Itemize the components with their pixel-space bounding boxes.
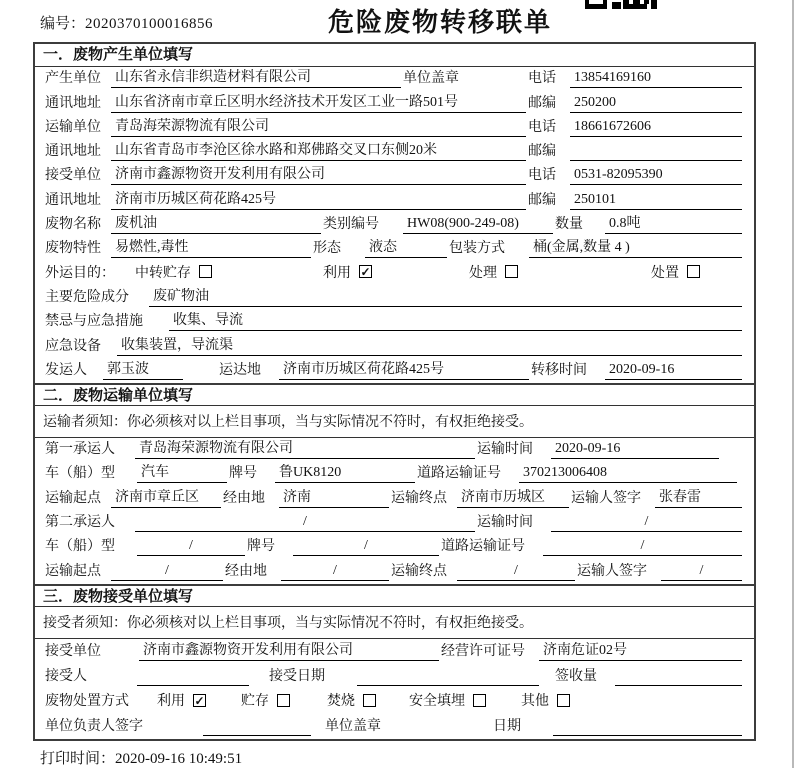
field-label: 经营许可证号 [441,643,525,659]
field-label: 运输终点 [391,490,447,506]
form-row [35,714,754,739]
field-value: / [135,513,475,532]
field-label: 经由地 [223,490,265,506]
field-value: 济南危证02号 [539,642,742,661]
section-3-rows [35,639,754,740]
page-title: 危险废物转移联单 [327,8,552,37]
form-row [35,188,754,212]
checkbox-unchecked-icon [687,265,700,278]
field-label: 应急设备 [45,338,101,354]
field-value [357,667,539,686]
checkbox-label: 贮存 [241,694,269,710]
field-label: 废物特性 [45,241,101,257]
section-2-header: 二．废物运输单位填写 [35,383,754,406]
field-value: HW08(900-249-08) [403,215,553,234]
field-value: 收集、导流 [169,312,742,331]
field-label: 电话 [528,168,556,184]
checkbox-label: 中转贮存 [135,265,191,281]
checkbox-unchecked-icon [473,694,486,707]
field-value: 山东省青岛市李沧区徐水路和郑佛路交叉口东侧20米 [111,142,526,161]
form-row [35,438,754,462]
form-row [35,462,754,486]
field-value: 山东省济南市章丘区明水经济技术开发区工业一路501号 [111,94,526,113]
field-value: 13854169160 [570,69,742,88]
field-label: 道路运输证号 [417,466,501,482]
form-row [35,639,754,664]
form-row [35,664,754,689]
section-1-rows [35,67,754,383]
field-value: 济南 [279,489,389,508]
field-value: / [293,537,439,556]
field-label: 转移时间 [531,362,587,378]
field-value: 青岛海荣源物流有限公司 [111,118,526,137]
print-timestamp [40,747,242,768]
checkbox-label: 利用 [323,265,351,281]
field-value: 收集装置，导流渠 [117,337,742,356]
field-label: 日期 [493,719,521,735]
field-value [615,667,742,686]
field-label: 运输人签字 [577,563,647,579]
section-2-rows [35,438,754,584]
form-row [35,116,754,140]
field-value: 济南市历城区荷花路425号 [279,361,529,380]
field-label: 邮编 [528,95,556,111]
checkbox-field [241,690,327,711]
field-value: 废机油 [111,215,321,234]
field-label: 电话 [528,71,556,87]
form-row [35,213,754,237]
field-label: 接受单位 [45,168,101,184]
form-row [35,334,754,358]
serial-value: 2020370100016856 [85,16,214,32]
checkbox-field [409,690,521,711]
section-3-notice: 接受者须知：你必须核对以上栏目事项，当与实际情况不符时，有权拒绝接受。 [35,607,754,639]
print-time-value: 2020-09-16 10:49:51 [115,751,243,767]
field-value: 张春雷 [655,489,742,508]
form-row [35,286,754,310]
checkbox-field [157,690,241,711]
field-value: 2020-09-16 [605,361,742,380]
field-value: / [111,562,223,581]
checkbox-label: 利用 [157,694,185,710]
field-label: 废物处置方式 [45,694,129,710]
checkbox-label: 处置 [651,265,679,281]
field-value: / [543,537,742,556]
field-label: 单位盖章 [325,719,381,735]
form-row [35,535,754,559]
field-value: 370213006408 [519,464,737,483]
field-value: 济南市鑫源物资开发利用有限公司 [139,642,439,661]
field-label: 外运目的： [45,265,115,281]
field-label: 产生单位 [45,71,101,87]
field-value: / [661,562,742,581]
checkbox-checked-icon: ✓ [194,693,205,708]
field-label: 运达地 [219,362,261,378]
field-label: 发运人 [45,362,87,378]
section-3-header: 三．废物接受单位填写 [35,584,754,607]
checkbox-unchecked-icon [557,694,570,707]
field-label: 通讯地址 [45,144,101,160]
field-label: 运输起点 [45,563,101,579]
checkbox-field [135,262,323,283]
checkbox-label: 其他 [521,694,549,710]
form-row [35,511,754,535]
field-label: 单位负责人签字 [45,719,143,735]
field-value [203,717,311,736]
field-value: 济南市历城区 [457,489,569,508]
checkbox-field [521,690,570,711]
qr-code-fragment-icon [585,0,657,9]
field-label: 包装方式 [449,241,505,257]
field-value: 青岛海荣源物流有限公司 [135,440,475,459]
checkbox-field [651,262,700,283]
field-label: 接受单位 [45,643,101,659]
field-value: 济南市鑫源物资开发利用有限公司 [111,166,526,185]
field-label: 运输人签字 [571,490,641,506]
print-time-label: 打印时间： [40,751,116,767]
field-label: 运输时间 [477,515,533,531]
form-row [35,164,754,188]
form-row [35,689,754,714]
field-label: 主要危险成分 [45,289,129,305]
checkbox-field [327,690,409,711]
field-value: 郭玉波 [103,361,183,380]
form-row [35,91,754,115]
field-value [137,667,249,686]
checkbox-checked-icon: ✓ [360,265,371,280]
field-label: 第一承运人 [45,442,115,458]
form-row [35,140,754,164]
form-row [35,237,754,261]
field-label: 邮编 [528,192,556,208]
field-label: 运输单位 [45,119,101,135]
field-label: 禁忌与应急措施 [45,314,143,330]
field-label: 类别编号 [323,217,379,233]
field-label: 通讯地址 [45,95,101,111]
section-2-notice: 运输者须知：你必须核对以上栏目事项，当与实际情况不符时，有权拒绝接受。 [35,406,754,438]
field-value: 250101 [570,191,742,210]
field-label: 牌号 [247,539,275,555]
section-1-header: 一．废物产生单位填写 [35,44,754,67]
field-value: 18661672606 [570,118,742,137]
page-edge-divider [792,0,794,768]
checkbox-unchecked-icon [199,265,212,278]
field-value [570,142,742,161]
field-value: 0.8吨 [605,215,742,234]
field-value: 鲁UK8120 [275,464,415,483]
checkbox-unchecked-icon [277,694,290,707]
field-label: 废物名称 [45,217,101,233]
form-row [35,67,754,91]
field-label: 运输时间 [477,442,533,458]
field-value [553,717,742,736]
field-value: 液态 [365,239,447,258]
field-value: 桶(金属,数量 4 ) [529,239,742,258]
field-label: 电话 [528,119,556,135]
serial-label: 编号： [40,16,86,32]
checkbox-label: 焚烧 [327,694,355,710]
field-label: 第二承运人 [45,515,115,531]
field-label: 经由地 [225,563,267,579]
field-label: 形态 [313,241,341,257]
field-value: 2020-09-16 [551,440,719,459]
field-label: 签收量 [555,669,597,685]
checkbox-label: 安全填埋 [409,694,465,710]
field-label: 牌号 [229,466,257,482]
field-label: 接受人 [45,669,87,685]
field-value: / [137,537,245,556]
field-label: 数量 [555,217,583,233]
field-value: 易燃性,毒性 [111,239,311,258]
form-row [35,559,754,583]
field-value: 废矿物油 [149,288,742,307]
field-label: 道路运输证号 [441,539,525,555]
checkbox-unchecked-icon [363,694,376,707]
field-value: / [551,513,742,532]
form-row [35,261,754,285]
field-label: 单位盖章 [403,71,459,87]
field-label: 接受日期 [269,669,325,685]
field-value: 汽车 [137,464,227,483]
checkbox-label: 处理 [469,265,497,281]
field-label: 运输终点 [391,563,447,579]
form-row [35,310,754,334]
field-label: 车（船）型 [45,466,115,482]
form-row [35,486,754,510]
field-value: 济南市章丘区 [111,489,221,508]
field-label: 运输起点 [45,490,101,506]
checkbox-unchecked-icon [505,265,518,278]
field-label: 通讯地址 [45,192,101,208]
field-value: 济南市历城区荷花路425号 [111,191,526,210]
field-label: 车（船）型 [45,539,115,555]
field-value: 山东省永信非织造材料有限公司 [111,69,401,88]
manifest-form-table [33,42,756,741]
field-label: 邮编 [528,144,556,160]
field-value: / [457,562,575,581]
field-value: / [281,562,389,581]
field-value: 250200 [570,94,742,113]
field-value: 0531-82095390 [570,166,742,185]
form-row [35,359,754,383]
checkbox-field [323,262,469,283]
checkbox-field [469,262,651,283]
